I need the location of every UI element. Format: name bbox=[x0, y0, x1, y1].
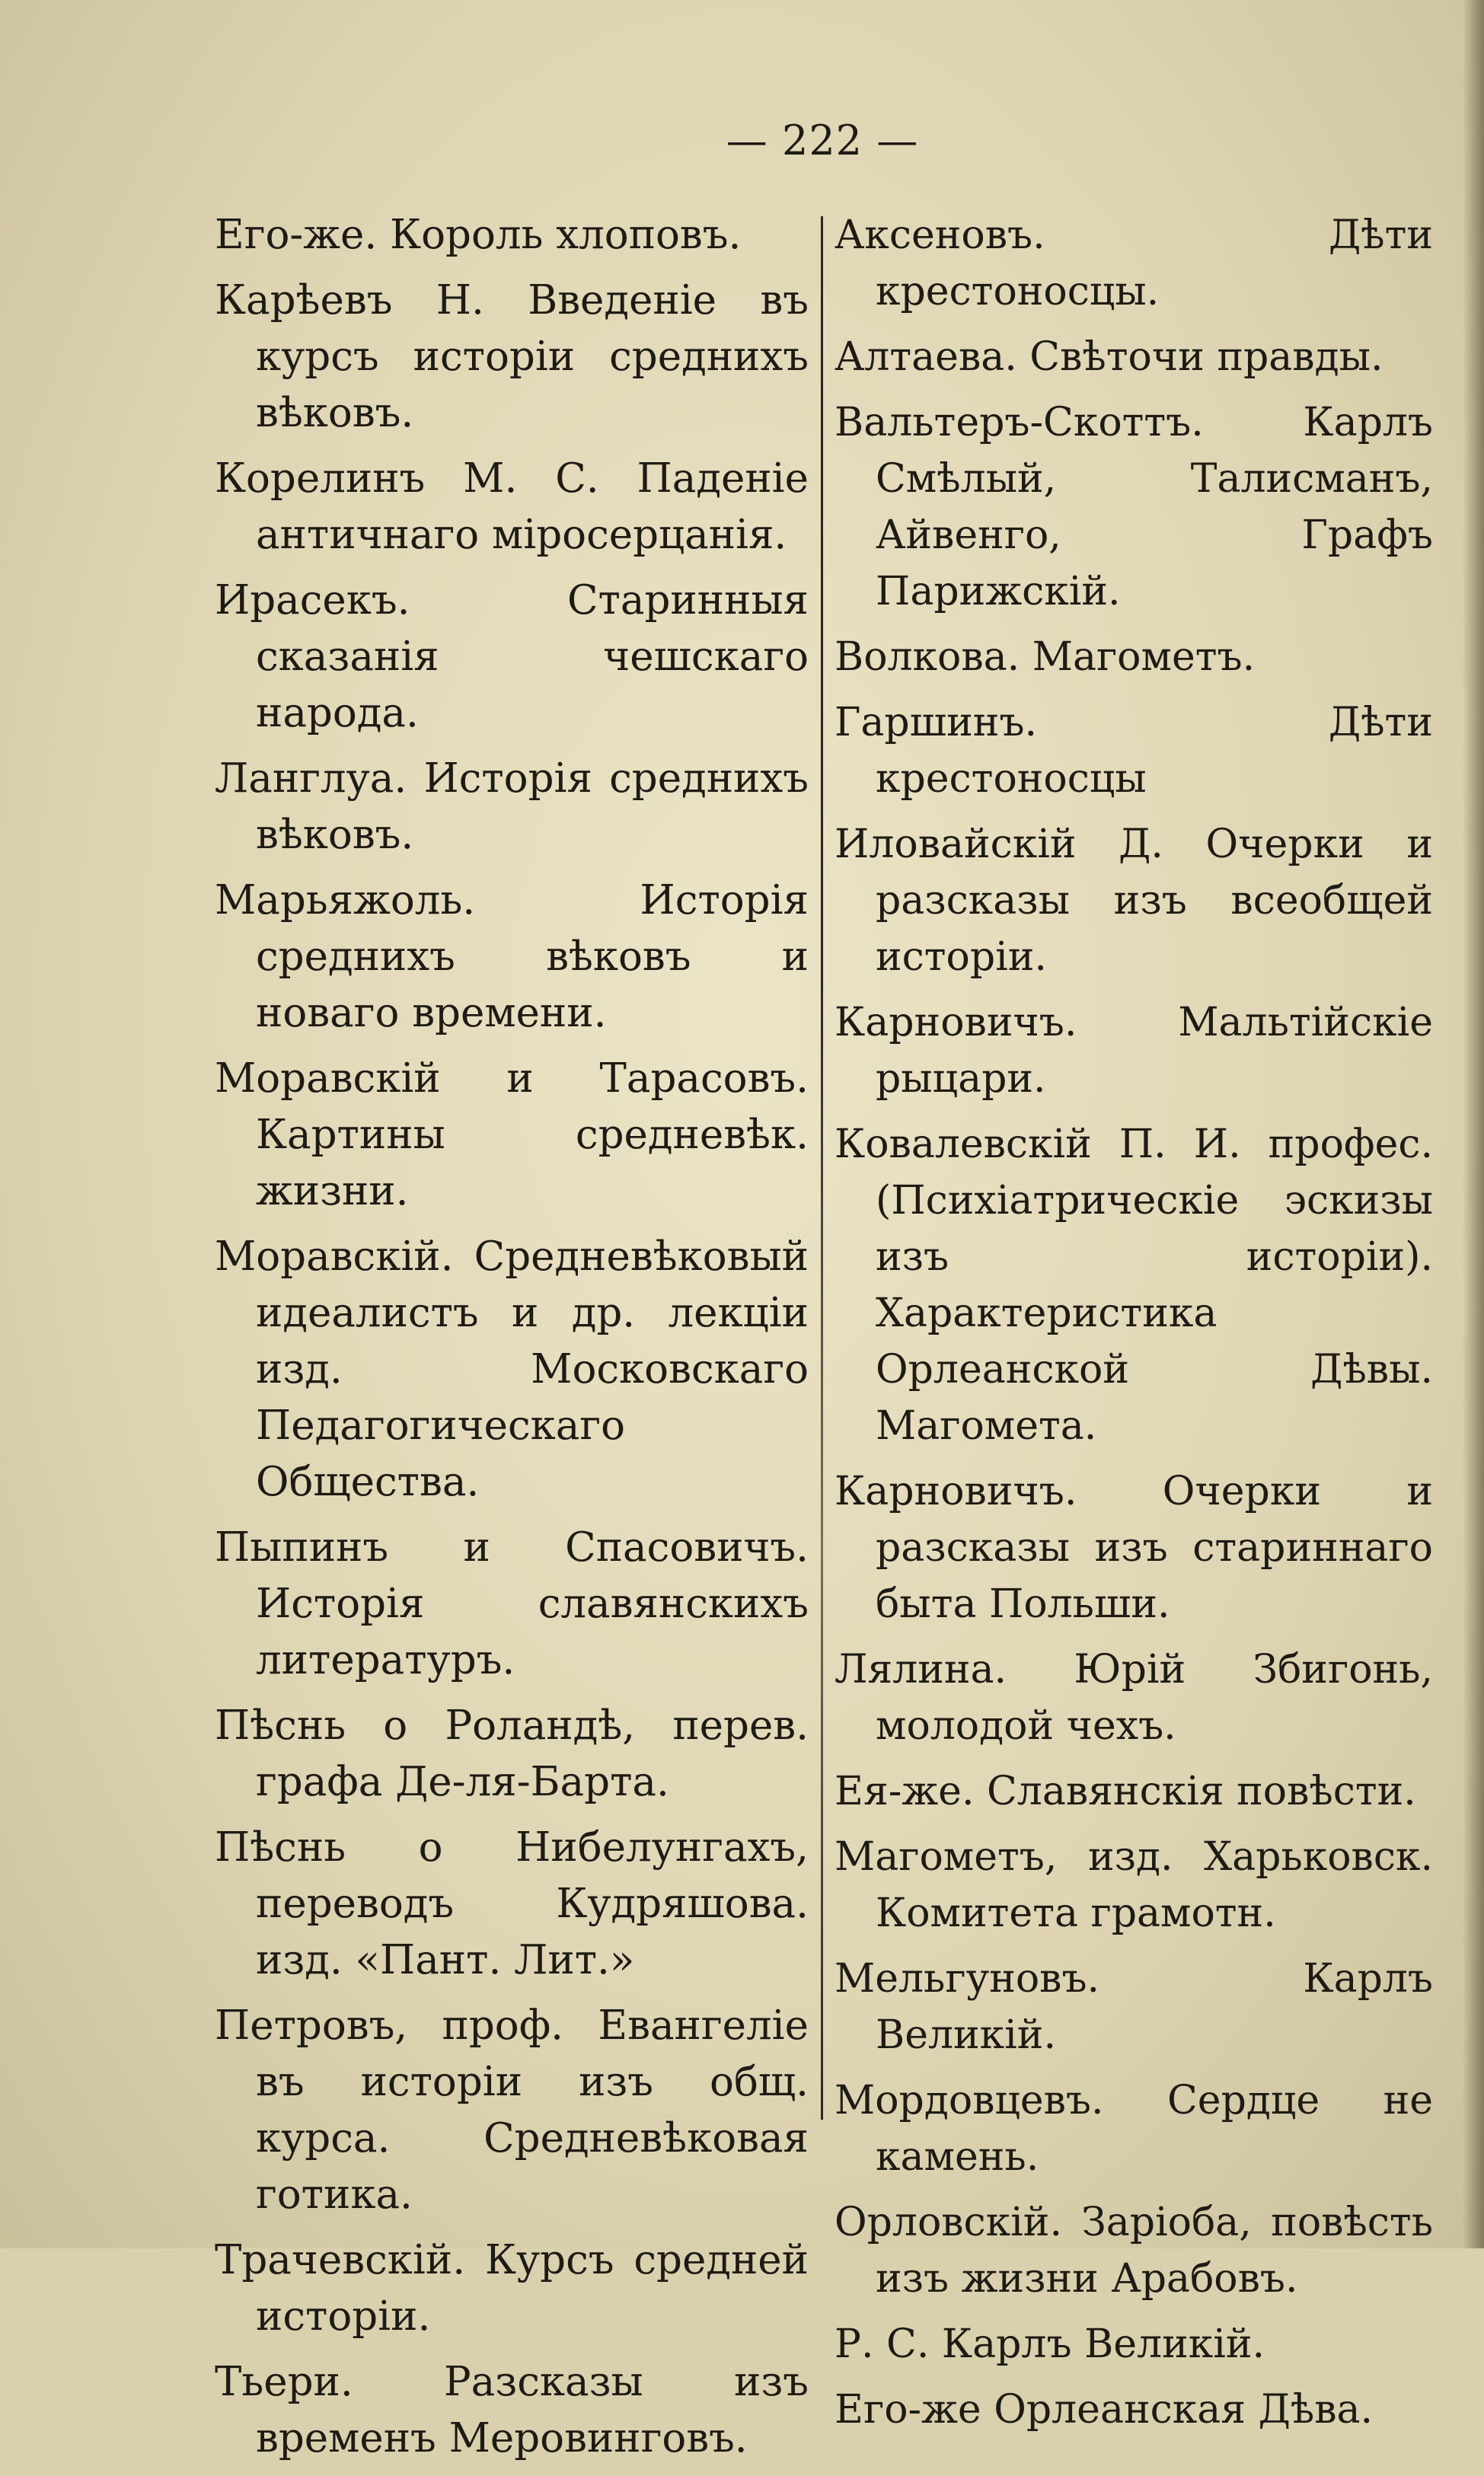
right-column bbox=[835, 207, 1433, 2447]
list-item: Корелинъ М. С. Паденіе античнаго міросерцанія. bbox=[215, 455, 809, 558]
list-item: Петровъ, проф. Евангеліе въ исторіи изъ общ. курса. Средневѣковая готика. bbox=[215, 2002, 809, 2218]
list-item: Его-же Орлеанская Дѣва. bbox=[835, 2387, 1374, 2433]
list-item: Пѣснь о Нибелунгахъ, переводъ Кудряшова. изд. «Пант. Лит.» bbox=[215, 1824, 809, 1983]
list-item: Ея-же. Славянскія повѣсти. bbox=[835, 1769, 1416, 1814]
list-item: Гаршинъ. Дѣти крестоносцы bbox=[835, 700, 1433, 802]
list-item: Его-же. Король хлоповъ. bbox=[215, 212, 742, 258]
list-item: Карновичъ. Мальтійскіе рыцари. bbox=[835, 1000, 1433, 1102]
list-item: Р. С. Карлъ Великій. bbox=[835, 2321, 1265, 2367]
list-item: Иловайскій Д. Очерки и разсказы изъ всеобщей исторіи. bbox=[835, 822, 1433, 980]
list-item: Магометъ, изд. Харьковск. Комитета грамотн. bbox=[835, 1834, 1433, 1936]
list-item: Волкова. Магометъ. bbox=[835, 634, 1256, 680]
page-edge-shadow bbox=[1463, 0, 1484, 2248]
list-item: Тьери. Разсказы изъ временъ Меровинговъ. bbox=[215, 2359, 809, 2462]
list-item: Моравскій. Средневѣковый идеалистъ и др. лекціи изд. Московскаго Педагогическаго Общества. bbox=[215, 1233, 809, 1505]
list-item: Ирасекъ. Старинныя сказанія чешскаго народа. bbox=[215, 577, 809, 736]
list-item: Мельгуновъ. Карлъ Великій. bbox=[835, 1956, 1433, 2058]
list-item: Алтаева. Свѣточи правды. bbox=[835, 334, 1383, 380]
column-divider bbox=[821, 216, 823, 2120]
list-item: Мордовцевъ. Сердце не камень. bbox=[835, 2078, 1433, 2180]
list-item: Карновичъ. Очерки и разсказы изъ стариннаго быта Польши. bbox=[835, 1469, 1433, 1627]
list-item: Орловскій. Заріоба, повѣсть изъ жизни Арабовъ. bbox=[835, 2200, 1433, 2302]
list-item: Пѣснь о Роландѣ, перев. графа Де-ля-Барта. bbox=[215, 1702, 809, 1805]
list-item: Трачевскій. Курсъ средней исторіи. bbox=[215, 2237, 809, 2340]
list-item: Марьяжоль. Исторія среднихъ вѣковъ и новаго времени. bbox=[215, 877, 809, 1036]
list-item: Вальтеръ-Скоттъ. Карлъ Смѣлый, Талисманъ, Айвенго, Графъ Парижскій. bbox=[835, 400, 1433, 614]
list-item: Карѣевъ Н. Введеніе въ курсъ исторіи среднихъ вѣковъ. bbox=[215, 277, 809, 436]
list-item: Пыпинъ и Спасовичъ. Исторія славянскихъ литературъ. bbox=[215, 1524, 809, 1683]
list-item: Аксеновъ. Дѣти крестоносцы. bbox=[835, 212, 1433, 314]
page-number: — 222 — bbox=[726, 116, 919, 164]
list-item: Ланглуа. Исторія среднихъ вѣковъ. bbox=[215, 755, 809, 858]
left-column bbox=[215, 207, 809, 2476]
list-item: Ковалевскій П. И. профес. (Психіатрическіе эскизы изъ исторіи). Характеристика Орлеанской Дѣвы. Магомета. bbox=[835, 1122, 1433, 1449]
list-item: Лялина. Юрій Збигонь, молодой чехъ. bbox=[835, 1647, 1433, 1749]
list-item: Моравскій и Тарасовъ. Картины средневѣк. жизни. bbox=[215, 1055, 809, 1214]
